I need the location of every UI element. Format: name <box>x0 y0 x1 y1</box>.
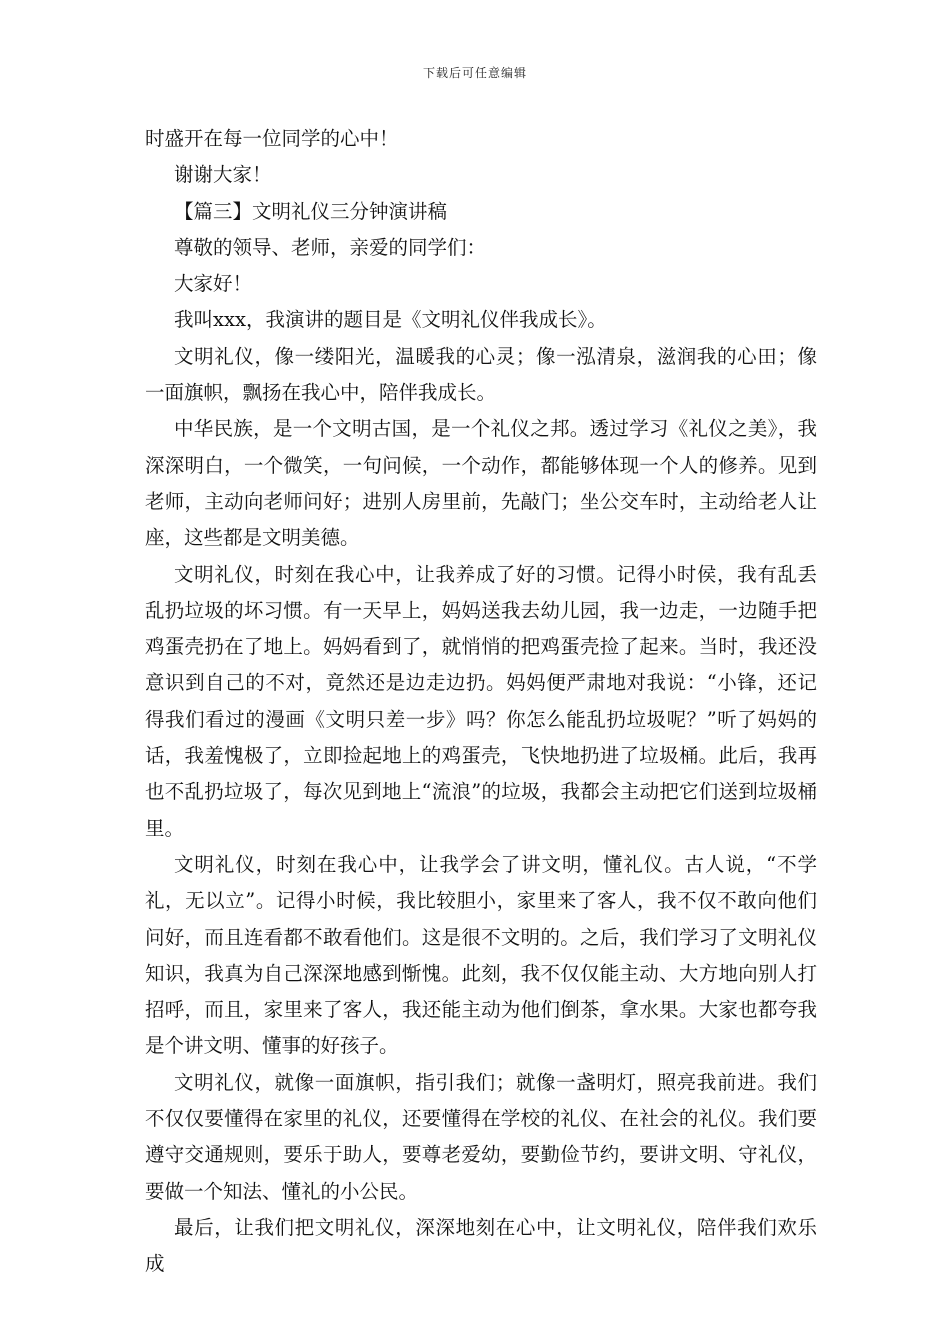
paragraph-body: 中华民族，是一个文明古国，是一个礼仪之邦。透过学习《礼仪之美》，我深深明白，一个微笑，一句问候，一个动作，都能够体现一个人的修养。见到老师，主动向老师问好；进别人房里前，先敲门；坐公交车时，主动给老人让座，这些都是文明美德。 <box>145 417 817 550</box>
paragraph-body: 文明礼仪，时刻在我心中，让我学会了讲文明，懂礼仪。古人说，“不学礼，无以立”。记得小时候，我比较胆小，家里来了客人，我不仅不敢向他们问好，而且连看都不敢看他们。这是很不文明的。之后，我们学习了文明礼仪知识，我真为自己深深地感到惭愧。此刻，我不仅仅能主动、大方地向别人打招呼，而且，家里来了客人，我还能主动为他们倒茶，拿水果。大家也都夸我是个讲文明、懂事的好孩子。 <box>145 852 817 1058</box>
paragraph-salutation: 尊敬的领导、老师，亲爱的同学们： <box>174 235 487 259</box>
paragraph-body: 文明礼仪，时刻在我心中，让我养成了好的习惯。记得小时侯，我有乱丢乱扔垃圾的坏习惯。有一天早上，妈妈送我去幼儿园，我一边走，一边随手把鸡蛋壳扔在了地上。妈妈看到了，就悄悄的把鸡蛋壳捡了起来。当时，我还没意识到自己的不对，竟然还是边走边扔。妈妈便严肃地对我说：“小锋，还记得我们看过的漫画《文明只差一步》吗？你怎么能乱扔垃圾呢？”听了妈妈的话，我羞愧极了，立即捡起地上的鸡蛋壳，飞快地扔进了垃圾桶。此后，我再也不乱扔垃圾了，每次见到地上“流浪”的垃圾，我都会主动把它们送到垃圾桶里。 <box>145 562 817 840</box>
paragraph-continuation: 时盛开在每一位同学的心中！ <box>145 127 399 150</box>
paragraph-thanks: 谢谢大家！ <box>174 163 272 187</box>
paragraph-body: 文明礼仪，像一缕阳光，温暖我的心灵；像一泓清泉，滋润我的心田；像一面旗帜，飘扬在我心中，陪伴我成长。 <box>145 344 817 405</box>
paragraph-body: 文明礼仪，就像一面旗帜，指引我们；就像一盏明灯，照亮我前进。我们不仅仅要懂得在家里的礼仪，还要懂得在学校的礼仪、在社会的礼仪。我们要遵守交通规则，要乐于助人，要尊老爱幼，要勤俭节约，要讲文明、守礼仪，要做一个知法、懂礼的小公民。 <box>145 1070 817 1203</box>
page-header: 下载后可任意编辑 <box>422 66 527 80</box>
paragraph-title-intro: 我叫xxx，我演讲的题目是《文明礼仪伴我成长》。 <box>174 308 607 332</box>
paragraph-closing: 最后，让我们把文明礼仪，深深地刻在心中，让文明礼仪，陪伴我们欢乐成 <box>145 1215 817 1276</box>
document-body <box>145 121 817 1283</box>
section-heading: 【篇三】文明礼仪三分钟演讲稿 <box>174 199 448 223</box>
paragraph-greeting: 大家好！ <box>174 272 253 296</box>
